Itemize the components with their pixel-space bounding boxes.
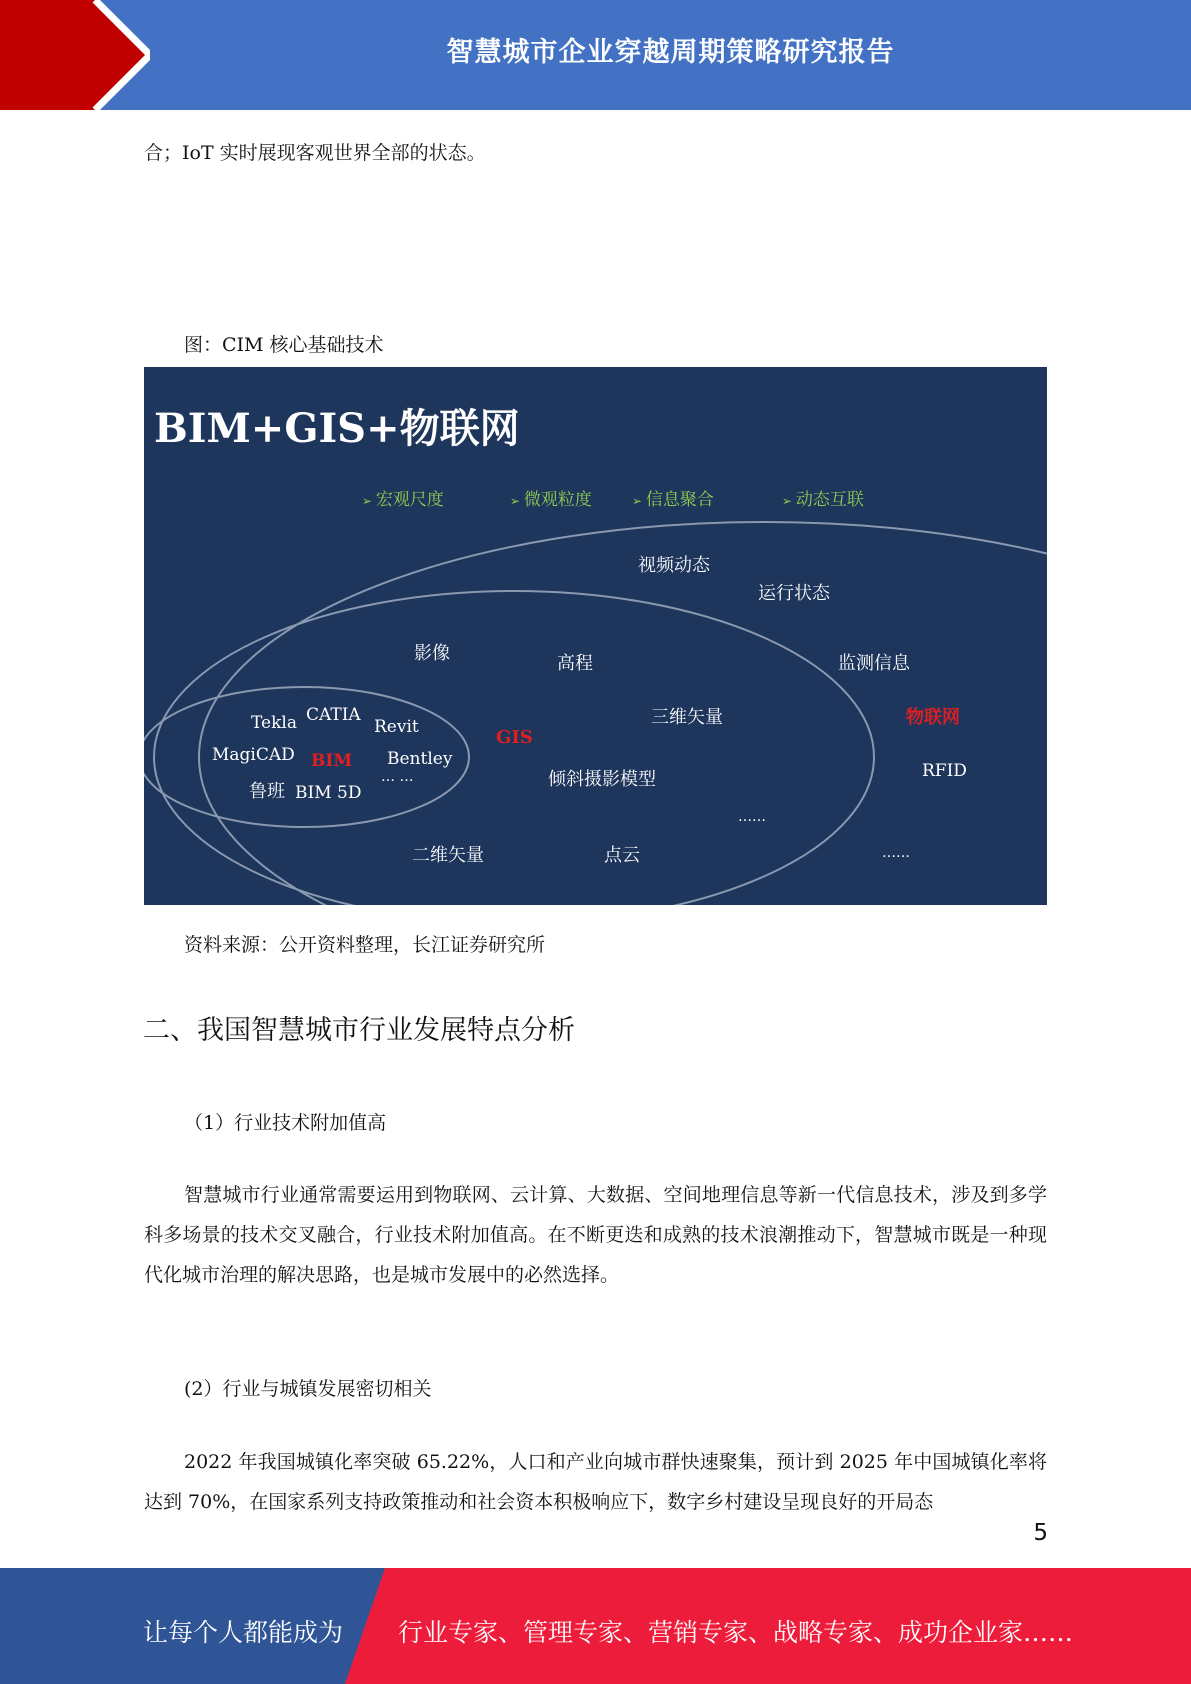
- subheading-1: （1）行业技术附加值高: [184, 1112, 387, 1134]
- label-vector2d: 二维矢量: [412, 845, 484, 866]
- label-bim: BIM: [311, 751, 353, 771]
- label-rfid: RFID: [922, 761, 967, 781]
- figure-source: 资料来源：公开资料整理，长江证券研究所: [184, 934, 546, 956]
- header-red-arrow: [0, 0, 150, 110]
- cim-figure: [144, 367, 1047, 905]
- label-luban: 鲁班: [249, 781, 285, 802]
- label-running: 运行状态: [758, 583, 830, 604]
- label-image: 影像: [414, 643, 450, 664]
- paragraph-1: 智慧城市行业通常需要运用到物联网、云计算、大数据、空间地理信息等新一代信息技术，涉及到多学科多场景的技术交叉融合，行业技术附加值高。在不断更迭和成熟的技术浪潮推动下，智慧城市既是一种现代化城市治理的解决思路，也是城市发展中的必然选择。: [144, 1184, 1047, 1286]
- label-catia: CATIA: [306, 705, 361, 725]
- label-oblique: 倾斜摄影模型: [548, 769, 656, 790]
- feature-macro: ➢ 宏观尺度: [362, 485, 444, 510]
- feature-interconnect: ➢ 动态互联: [782, 485, 864, 510]
- paragraph-2: 2022 年我国城镇化率突破 65.22%，人口和产业向城市群快速聚集，预计到 2025 年中国城镇化率将达到 70%，在国家系列支持政策推动和社会资本积极响应下，数字乡村建设呈现良好的开局态: [144, 1451, 1047, 1513]
- label-dots-small: … …: [381, 769, 414, 785]
- section-heading: 二、我国智慧城市行业发展特点分析: [143, 1015, 575, 1046]
- label-dots-mid: ……: [738, 809, 766, 825]
- label-iot: 物联网: [906, 707, 960, 728]
- label-revit: Revit: [374, 717, 419, 737]
- label-monitoring: 监测信息: [838, 653, 910, 674]
- label-video: 视频动态: [638, 555, 710, 576]
- footer-slogan-left: 让每个人都能成为: [143, 1618, 344, 1647]
- label-tekla: Tekla: [251, 713, 297, 733]
- page-header: [0, 0, 1191, 110]
- label-elevation: 高程: [557, 653, 593, 674]
- label-bentley: Bentley: [387, 749, 453, 769]
- report-title: 智慧城市企业穿越周期策略研究报告: [446, 37, 895, 68]
- page-footer: [0, 1568, 1191, 1684]
- subheading-2: (2）行业与城镇发展密切相关: [184, 1378, 432, 1400]
- label-vector3d: 三维矢量: [651, 707, 723, 728]
- intro-paragraph: 合；IoT 实时展现客观世界全部的状态。: [144, 142, 486, 164]
- label-dots-right: ……: [882, 845, 910, 861]
- label-gis: GIS: [496, 727, 533, 748]
- feature-aggregation: ➢ 信息聚合: [632, 485, 714, 510]
- figure-caption: 图：CIM 核心基础技术: [184, 334, 384, 356]
- figure-title: BIM+GIS+物联网: [154, 405, 520, 452]
- label-magicad: MagiCAD: [212, 745, 295, 765]
- page-number: 5: [1033, 1520, 1048, 1546]
- label-bim5d: BIM 5D: [295, 783, 362, 803]
- label-pointcloud: 点云: [604, 845, 640, 866]
- feature-micro: ➢ 微观粒度: [510, 485, 592, 510]
- footer-slogan-right: 行业专家、管理专家、营销专家、战略专家、成功企业家……: [398, 1618, 1074, 1647]
